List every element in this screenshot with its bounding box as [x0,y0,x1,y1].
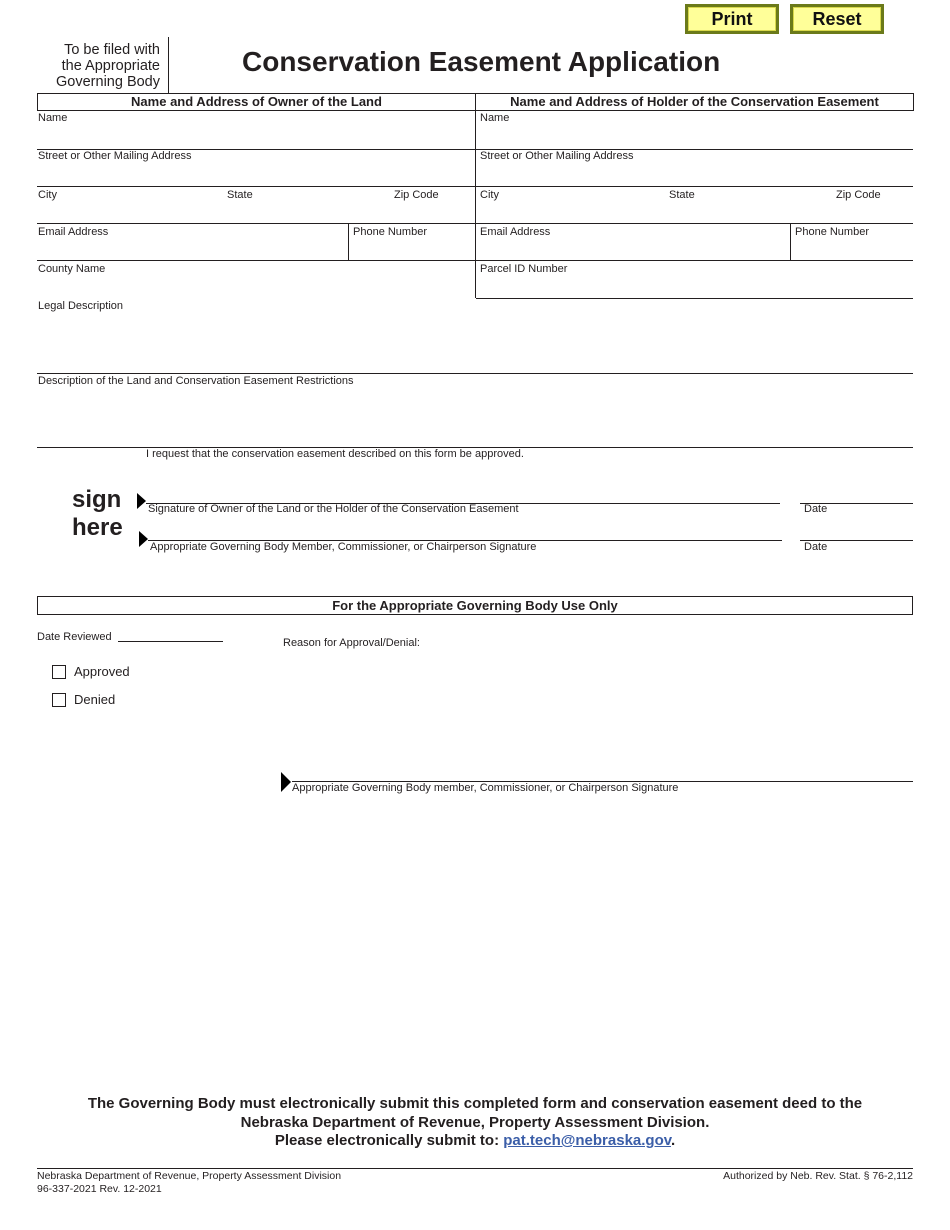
approved-checkbox[interactable] [52,665,66,679]
field-divider [790,223,791,261]
owner-signature-date-input[interactable] [803,484,911,502]
field-divider [348,223,349,261]
footer-left [37,1170,341,1195]
holder-zip-label: Zip Code [836,189,881,201]
final-signature-label: Appropriate Governing Body member, Commissioner, or Chairperson Signature [292,782,679,794]
date-reviewed-input[interactable] [118,624,223,640]
denied-checkbox[interactable] [52,693,66,707]
filing-instruction-line: the Appropriate [61,58,160,74]
owner-county-label: County Name [38,263,106,275]
holder-section-heading: Name and Address of Holder of the Conservation Easement [475,93,914,111]
body-signature-label: Appropriate Governing Body Member, Commissioner, or Chairperson Signature [150,541,537,553]
footer-agency: Nebraska Department of Revenue, Property Assessment Division [37,1170,342,1182]
sign-arrow-icon [281,772,291,792]
holder-city-input[interactable] [480,203,660,222]
owner-county-input[interactable] [38,277,468,296]
submission-notice [40,1095,910,1151]
owner-name-label: Name [38,112,68,124]
submission-email-link[interactable]: pat.tech@nebraska.gov [503,1132,671,1149]
notice-prefix: Please electronically submit to: [274,1132,504,1149]
owner-street-input[interactable] [38,165,468,185]
notice-line [40,1132,910,1151]
owner-name-input[interactable] [38,128,468,148]
land-description-input[interactable] [38,390,910,444]
body-signature-input[interactable] [152,521,778,539]
holder-parcel-label: Parcel ID Number [480,263,568,275]
sign-here-line: here [72,514,123,541]
land-description-label: Description of the Land and Conservation Easement Restrictions [38,375,354,387]
denied-label: Denied [74,692,116,707]
owner-city-input[interactable] [38,203,218,222]
owner-phone-input[interactable] [353,240,471,259]
owner-street-label: Street or Other Mailing Address [38,150,192,162]
footer-rule [37,1168,913,1169]
holder-parcel-input[interactable] [480,277,910,296]
body-signature-date-label: Date [804,541,828,553]
holder-city-label: City [480,189,499,201]
field-rule [37,260,475,261]
column-divider [475,111,476,298]
notice-line: Nebraska Department of Revenue, Property Assessment Division. [240,1113,710,1131]
sign-arrow-icon [137,493,146,509]
holder-street-label: Street or Other Mailing Address [480,150,634,162]
legal-description-input[interactable] [38,315,910,371]
field-rule [37,373,913,374]
date-reviewed-label: Date Reviewed [37,631,112,643]
final-signature-input[interactable] [295,762,910,780]
reason-input[interactable] [283,653,911,765]
owner-email-label: Email Address [38,226,109,238]
owner-signature-date-label: Date [804,503,828,515]
reset-button[interactable]: Reset [790,4,884,34]
sign-arrow-icon [139,531,148,547]
owner-state-input[interactable] [227,203,377,222]
request-statement: I request that the conservation easement described on this form be approved. [146,448,524,460]
footer-form-id: 96-337-2021 Rev. 12-2021 [37,1182,162,1195]
holder-email-input[interactable] [480,240,785,259]
holder-name-label: Name [480,112,510,124]
sign-here-line: sign [72,486,122,513]
filing-instruction-line: To be filed with [64,42,160,58]
owner-phone-label: Phone Number [353,226,427,238]
holder-name-input[interactable] [480,128,910,148]
header-divider [168,37,169,93]
print-button[interactable]: Print [685,4,779,34]
owner-signature-label: Signature of Owner of the Land or the Holder of the Conservation Easement [148,503,519,515]
field-rule [476,186,913,187]
footer-authority: Authorized by Neb. Rev. Stat. § 76-2,112 [723,1170,913,1182]
page-title: Conservation Easement Application [242,46,721,77]
date-reviewed-rule [118,641,223,642]
owner-city-label: City [38,189,57,201]
holder-email-label: Email Address [480,226,551,238]
field-rule [37,223,475,224]
legal-description-label: Legal Description [38,300,123,312]
owner-signature-input[interactable] [150,484,778,502]
holder-phone-label: Phone Number [795,226,869,238]
reason-label: Reason for Approval/Denial: [283,637,420,649]
holder-street-input[interactable] [480,165,910,185]
holder-phone-input[interactable] [795,240,911,259]
approved-label: Approved [74,664,130,679]
sign-here-label [72,486,123,542]
owner-zip-label: Zip Code [394,189,439,201]
notice-line: The Governing Body must electronically submit this completed form and conservation easement deed to the [87,1095,863,1112]
governing-body-heading: For the Appropriate Governing Body Use Only [37,596,913,615]
holder-state-label: State [669,189,695,201]
field-rule [37,186,475,187]
filing-instruction-line: Governing Body [56,74,160,90]
owner-state-label: State [227,189,253,201]
body-signature-date-input[interactable] [803,521,911,539]
field-rule [476,260,913,261]
field-rule [476,298,913,299]
holder-state-input[interactable] [669,203,819,222]
filing-instruction [38,42,160,90]
notice-suffix: . [670,1132,676,1149]
owner-zip-input[interactable] [394,203,470,222]
owner-section-heading: Name and Address of Owner of the Land [37,93,476,111]
holder-zip-input[interactable] [836,203,912,222]
field-rule [476,223,913,224]
owner-email-input[interactable] [38,240,343,259]
